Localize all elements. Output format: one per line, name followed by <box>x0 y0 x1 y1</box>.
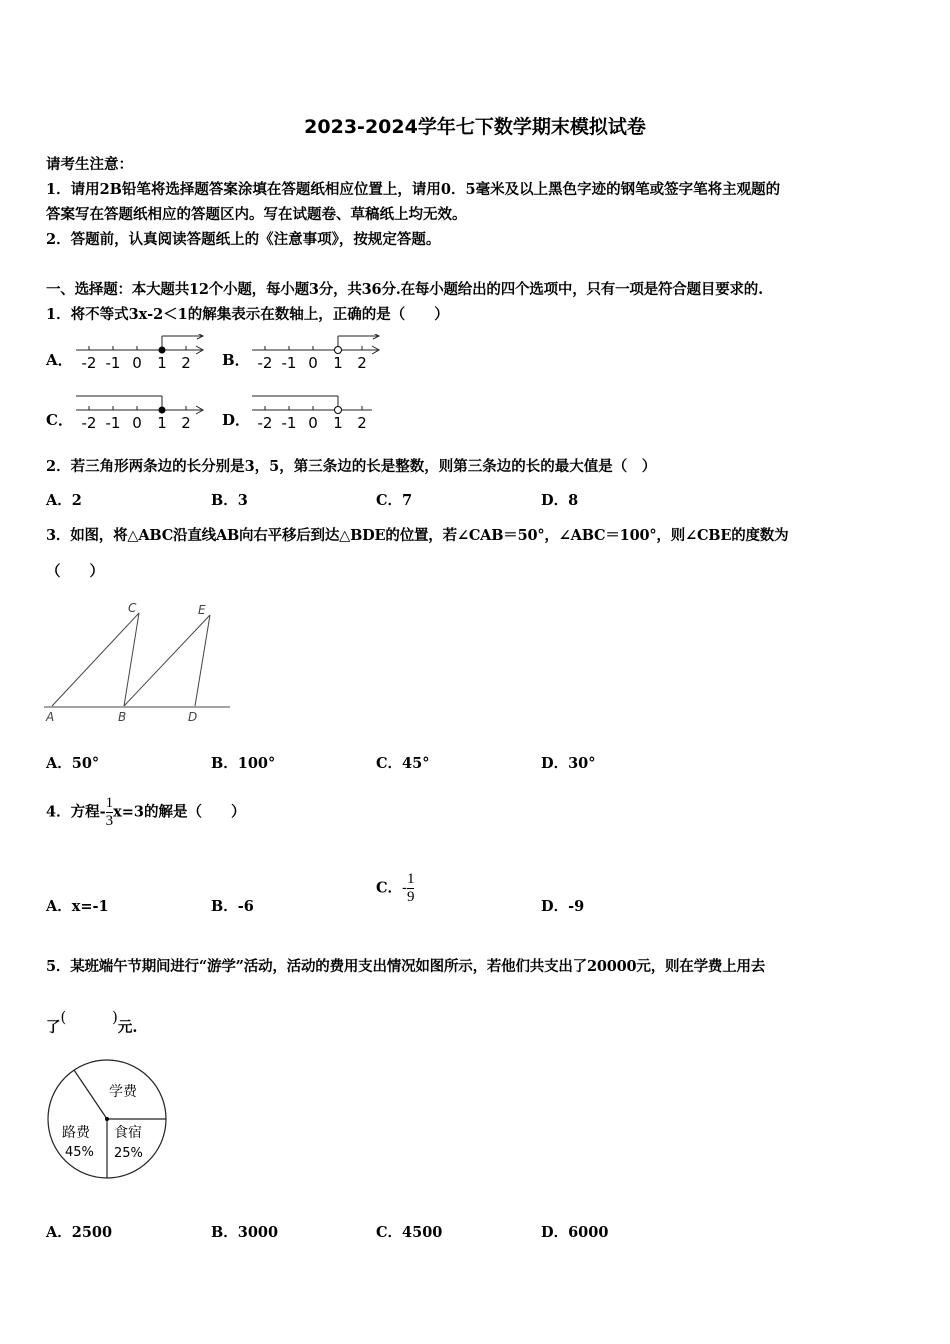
q1d-tick-3: 0 <box>308 414 318 432</box>
q4-option-b[interactable]: B．-6 <box>211 898 254 915</box>
label-c: C <box>128 601 137 615</box>
q2-option-d[interactable]: D．8 <box>541 492 579 509</box>
q1-number-line-d <box>248 394 388 434</box>
q1a-tick-4: 1 <box>157 354 167 372</box>
q1b-tick-2: -1 <box>281 354 297 372</box>
notice-item-1a: 1．请用2B铅笔将选择题答案涂填在答题纸相应位置上，请用0．5毫米及以上黑色字迹的钢笔或签字笔将主观题的 <box>46 181 781 198</box>
q5-option-a[interactable]: A．2500 <box>46 1224 113 1241</box>
q1c-tick-2: -1 <box>105 414 121 432</box>
q3-triangle-figure <box>40 598 240 728</box>
q2-option-c[interactable]: C．7 <box>376 492 413 509</box>
q5-option-b[interactable]: B．3000 <box>211 1224 279 1241</box>
q5-text-a: 5．某班端午节期间进行“游学”活动，活动的费用支出情况如图所示，若他们共支出了20000元，则在学费上用去 <box>46 958 766 975</box>
q1c-tick-1: -2 <box>81 414 97 432</box>
q4-suffix: x=3的解是（ ） <box>113 803 246 821</box>
q3-option-c[interactable]: C．45° <box>376 755 430 772</box>
pie-percent-travel: 45% <box>65 1145 94 1160</box>
q3-text-a: 3．如图，将△ABC沿直线AB向右平移后到达△BDE的位置，若∠CAB＝50°，∠ABC＝100°，则∠CBE的度数为 <box>46 527 789 544</box>
q1d-tick-2: -1 <box>281 414 297 432</box>
q1b-tick-3: 0 <box>308 354 318 372</box>
q5-option-c[interactable]: C．4500 <box>376 1224 443 1241</box>
q5-text-b: 了( )元. <box>46 1010 138 1036</box>
q1c-tick-3: 0 <box>132 414 142 432</box>
q1-option-d-label[interactable]: D． <box>222 411 251 429</box>
q4-option-a[interactable]: A．x=-1 <box>46 898 109 915</box>
q1b-tick-4: 1 <box>333 354 343 372</box>
pie-label-travel: 路费 <box>62 1125 90 1141</box>
q3-option-d[interactable]: D．30° <box>541 755 596 772</box>
label-d: D <box>188 710 198 724</box>
q2-option-a[interactable]: A．2 <box>46 492 82 509</box>
q1-number-line-c <box>72 394 212 434</box>
q4-fraction: $\frac{1}{3}$ <box>105 795 114 829</box>
q1b-tick-5: 2 <box>357 354 367 372</box>
pie-label-food: 食宿 <box>114 1125 142 1141</box>
section-heading: 一、选择题：本大题共12个小题，每小题3分，共36分.在每小题给出的四个选项中，只有一项是符合题目要求的. <box>46 281 763 298</box>
q1a-tick-5: 2 <box>181 354 191 372</box>
q4-text <box>46 795 246 830</box>
notice-item-1b: 答案写在答题纸相应的答题区内。写在试题卷、草稿纸上均无效。 <box>46 206 467 223</box>
q1a-tick-2: -1 <box>105 354 121 372</box>
q1-number-line-a <box>72 334 212 374</box>
notice-item-2: 2．答题前，认真阅读答题纸上的《注意事项》，按规定答题。 <box>46 231 441 248</box>
q5-option-d[interactable]: D．6000 <box>541 1224 609 1241</box>
q1d-tick-1: -2 <box>257 414 273 432</box>
q1a-tick-1: -2 <box>81 354 97 372</box>
q1-number-line-b <box>248 334 388 374</box>
q3-option-a[interactable]: A．50° <box>46 755 100 772</box>
pie-percent-food: 25% <box>114 1146 143 1161</box>
q1d-tick-5: 2 <box>357 414 367 432</box>
pie-divider-1 <box>74 1070 107 1119</box>
q5-pie-chart <box>44 1056 174 1186</box>
label-a: A <box>46 710 55 724</box>
q1-option-a-label[interactable]: A． <box>46 351 73 369</box>
q4-prefix: 4．方程- <box>46 803 106 821</box>
q4-option-d[interactable]: D．-9 <box>541 898 585 915</box>
q1-option-b-label[interactable]: B． <box>222 351 250 369</box>
page-title: 2023-2024学年七下数学期末模拟试卷 <box>304 116 646 138</box>
q4-option-c[interactable]: C．- $\frac{1}{9}$ <box>376 871 415 905</box>
q1b-tick-1: -2 <box>257 354 273 372</box>
notice-heading: 请考生注意： <box>46 156 133 173</box>
q1a-tick-3: 0 <box>132 354 142 372</box>
q1-text: 1．将不等式3x-2＜1的解集表示在数轴上，正确的是（ ） <box>46 306 449 323</box>
q1c-tick-5: 2 <box>181 414 191 432</box>
q2-option-b[interactable]: B．3 <box>211 492 248 509</box>
q2-text: 2．若三角形两条边的长分别是3，5，第三条边的长是整数，则第三条边的长的最大值是（ ） <box>46 458 657 475</box>
q1d-tick-4: 1 <box>333 414 343 432</box>
q1-option-c-label[interactable]: C． <box>46 411 73 429</box>
pie-label-tuition: 学费 <box>109 1084 137 1100</box>
label-b: B <box>118 710 127 724</box>
label-e: E <box>198 603 206 617</box>
q3-text-b: （ ） <box>46 563 104 580</box>
q1c-tick-4: 1 <box>157 414 167 432</box>
q3-option-b[interactable]: B．100° <box>211 755 276 772</box>
